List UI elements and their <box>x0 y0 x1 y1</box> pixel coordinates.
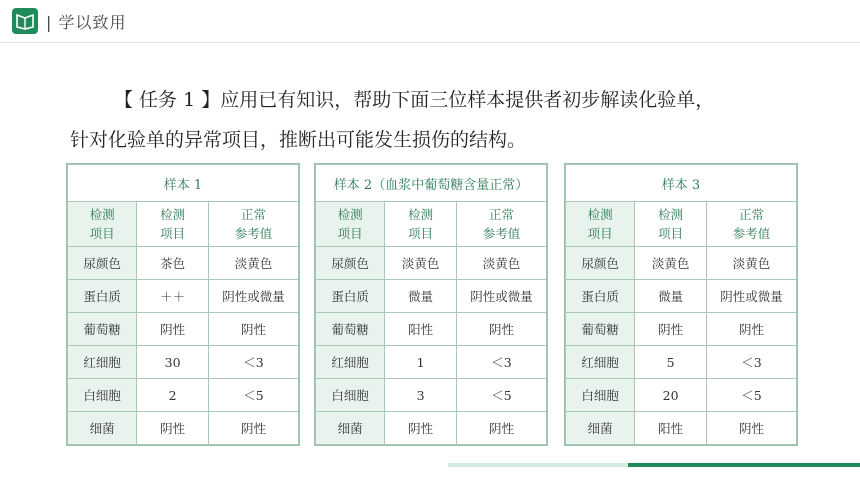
item-label: 白细胞 <box>566 379 635 412</box>
column-header: 正常 参考值 <box>706 202 796 247</box>
table-row <box>316 379 547 412</box>
reference-value: 阴性 <box>208 412 298 445</box>
reference-value: 淡黄色 <box>706 247 796 280</box>
test-value: 微量 <box>385 280 457 313</box>
table-row <box>566 280 797 313</box>
task-line-2: 针对化验单的异常项目，推断出可能发生损伤的结构。 <box>70 129 527 151</box>
table-row <box>68 412 299 445</box>
sample-title: 样本 3 <box>566 165 797 202</box>
item-label: 白细胞 <box>68 379 137 412</box>
item-label: 葡萄糖 <box>566 313 635 346</box>
reference-value: 淡黄色 <box>208 247 298 280</box>
test-value: 阳性 <box>385 313 457 346</box>
test-value: 1 <box>385 346 457 379</box>
item-label: 细菌 <box>68 412 137 445</box>
book-icon <box>12 8 38 34</box>
column-header: 检测 项目 <box>635 202 707 247</box>
item-label: 白细胞 <box>316 379 385 412</box>
test-value: 20 <box>635 379 707 412</box>
item-label: 葡萄糖 <box>316 313 385 346</box>
column-header: 正常 参考值 <box>208 202 298 247</box>
test-value: 淡黄色 <box>385 247 457 280</box>
table-row <box>68 313 299 346</box>
reference-value: ＜3 <box>706 346 796 379</box>
test-value: 茶色 <box>137 247 209 280</box>
header-divider <box>0 42 860 43</box>
header-bar <box>0 0 860 43</box>
reference-value: ＜3 <box>456 346 546 379</box>
test-value: 2 <box>137 379 209 412</box>
column-header: 检测 项目 <box>316 202 385 247</box>
item-label: 细菌 <box>566 412 635 445</box>
test-value: 阴性 <box>137 313 209 346</box>
item-label: 红细胞 <box>566 346 635 379</box>
table-row <box>566 313 797 346</box>
table-row <box>566 379 797 412</box>
sample-title: 样本 1 <box>68 165 299 202</box>
item-label: 蛋白质 <box>316 280 385 313</box>
table-row <box>316 313 547 346</box>
reference-value: 阴性 <box>706 412 796 445</box>
table-row <box>566 247 797 280</box>
item-label: 尿颜色 <box>316 247 385 280</box>
table-row <box>316 280 547 313</box>
reference-value: 阴性或微量 <box>706 280 796 313</box>
footer-accent-bar <box>448 463 860 467</box>
column-header: 检测 项目 <box>137 202 209 247</box>
column-header: 检测 项目 <box>385 202 457 247</box>
reference-value: ＜5 <box>706 379 796 412</box>
item-label: 蛋白质 <box>68 280 137 313</box>
test-value: ＋＋ <box>137 280 209 313</box>
item-label: 葡萄糖 <box>68 313 137 346</box>
test-value: 阴性 <box>385 412 457 445</box>
column-header: 检测 项目 <box>566 202 635 247</box>
test-value: 30 <box>137 346 209 379</box>
table-row <box>316 346 547 379</box>
item-label: 红细胞 <box>316 346 385 379</box>
table-row <box>68 247 299 280</box>
task-paragraph <box>70 80 830 160</box>
table-row <box>316 412 547 445</box>
table-row <box>68 280 299 313</box>
reference-value: ＜5 <box>456 379 546 412</box>
test-value: 阴性 <box>137 412 209 445</box>
column-header: 正常 参考值 <box>456 202 546 247</box>
sample-title: 样本 2（血浆中葡萄糖含量正常） <box>316 165 547 202</box>
reference-value: 阴性 <box>706 313 796 346</box>
column-header: 检测 项目 <box>68 202 137 247</box>
sample-table-2 <box>314 163 548 446</box>
reference-value: ＜5 <box>208 379 298 412</box>
table-row <box>566 412 797 445</box>
test-value: 阳性 <box>635 412 707 445</box>
reference-value: ＜3 <box>208 346 298 379</box>
task-line-1: 【 任务 1 】应用已有知识，帮助下面三位样本提供者初步解读化验单， <box>114 89 715 111</box>
table-row <box>566 346 797 379</box>
item-label: 红细胞 <box>68 346 137 379</box>
reference-value: 淡黄色 <box>456 247 546 280</box>
test-value: 微量 <box>635 280 707 313</box>
test-value: 淡黄色 <box>635 247 707 280</box>
item-label: 尿颜色 <box>68 247 137 280</box>
test-value: 阴性 <box>635 313 707 346</box>
table-row <box>68 379 299 412</box>
section-title: | 学以致用 <box>46 13 127 32</box>
table-row <box>316 247 547 280</box>
item-label: 蛋白质 <box>566 280 635 313</box>
table-row <box>68 346 299 379</box>
test-value: 5 <box>635 346 707 379</box>
reference-value: 阴性 <box>456 313 546 346</box>
item-label: 细菌 <box>316 412 385 445</box>
reference-value: 阴性 <box>456 412 546 445</box>
reference-value: 阴性或微量 <box>208 280 298 313</box>
test-value: 3 <box>385 379 457 412</box>
reference-value: 阴性 <box>208 313 298 346</box>
sample-table-1 <box>66 163 300 446</box>
item-label: 尿颜色 <box>566 247 635 280</box>
sample-table-3 <box>564 163 798 446</box>
reference-value: 阴性或微量 <box>456 280 546 313</box>
